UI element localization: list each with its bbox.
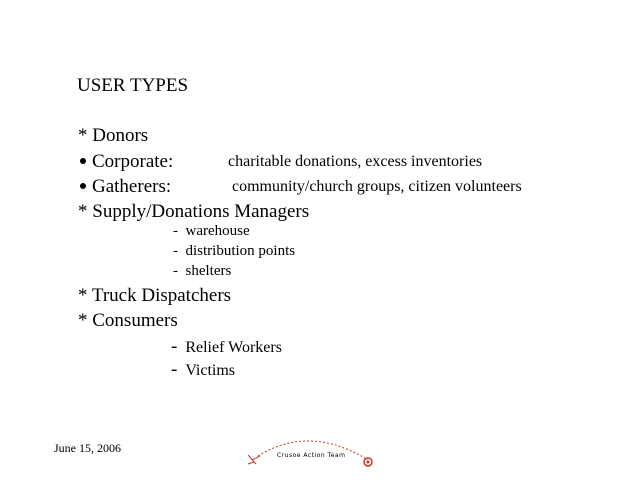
consumers-heading: * Consumers <box>78 310 178 331</box>
dispatchers-heading: * Truck Dispatchers <box>78 285 232 306</box>
managers-list-item: - shelters <box>173 263 232 279</box>
managers-heading: * Supply/Donations Managers <box>78 201 310 222</box>
donor-gatherers-name: Gatherers: <box>92 176 172 197</box>
donor-corporate-desc: charitable donations, excess inventories <box>228 153 483 170</box>
donor-gatherers-desc: community/church groups, citizen volunteers <box>232 178 522 195</box>
managers-list-item: - distribution points <box>173 243 296 259</box>
logo-text: Crusoe Action Team <box>277 452 346 459</box>
slide-title: USER TYPES <box>77 75 189 96</box>
consumers-list-item: - Victims <box>171 359 236 380</box>
donor-gatherers-item <box>80 176 171 198</box>
team-logo <box>244 430 376 470</box>
managers-list-item: - warehouse <box>173 223 250 239</box>
bullet-dot-icon <box>80 158 86 164</box>
logo-arc-icon <box>244 430 376 470</box>
donor-corporate-item <box>80 151 173 173</box>
donors-heading: * Donors <box>78 125 149 146</box>
donor-corporate-name: Corporate: <box>92 151 174 172</box>
bullet-dot-icon <box>80 183 86 189</box>
footer-date: June 15, 2006 <box>54 441 121 455</box>
consumers-list-item: - Relief Workers <box>171 336 282 357</box>
